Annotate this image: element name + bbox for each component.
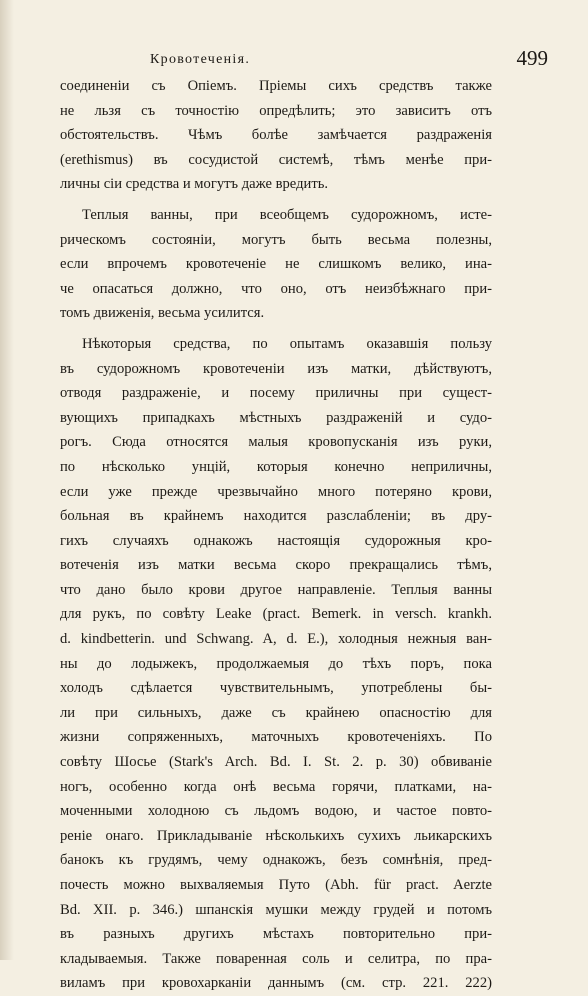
text-line: холодъ сдѣлается чувствительнымъ, употреблены бы- (60, 680, 492, 697)
text-line: въ судорожномъ кровотеченіи изъ матки, дѣйствуютъ, (60, 360, 492, 377)
text-line: обстоятельствъ. Чѣмъ болѣе замѣчается раздраженія (60, 127, 492, 144)
text-line: почесть можно выхваляемыя Путо (Abh. für pract. Aerzte (60, 877, 492, 893)
text-line: вотеченія изъ матки весьма скоро прекращались тѣмъ, (60, 557, 492, 574)
text-line: d. kindbetterin. und Schwang. A, d. E.), холодныя нежныя ван- (60, 631, 492, 648)
text-line: виламъ при кровохарканіи даннымъ (см. стр. 221. 222) (60, 975, 492, 992)
text-line: отводя раздраженіе, и посему приличны при сущест- (60, 385, 492, 402)
text-line: больная въ крайнемъ находится разслабленіи; въ дру- (60, 508, 492, 525)
text-line: кладываемыя. Также поваренная соль и селитра, по пра- (60, 950, 492, 967)
text-line: рогъ. Сюда относятся малыя кровопусканія изъ руки, (60, 434, 492, 451)
page-fold-shadow (0, 0, 14, 960)
text-line: совѣту Шосье (Stark's Arch. Bd. I. St. 2. p. 30) обвиваніе (60, 754, 492, 771)
text-line: (erethismus) въ сосудистой системѣ, тѣмъ менѣе при- (60, 151, 492, 168)
text-line: вующихъ припадкахъ мѣстныхъ раздраженій и судо- (60, 409, 492, 426)
text-line: ны до лодыжекъ, продолжаемыя до тѣхъ поръ, пока (60, 655, 492, 672)
page-header (150, 46, 548, 72)
text-line: не льзя съ точностію опредѣлить; это зависитъ отъ (60, 102, 492, 119)
text-line: что дано было крови другое направленіе. Теплыя ванны (60, 581, 492, 598)
text-line: для рукъ, по совѣту Leake (pract. Bemerk. in versch. krankh. (60, 606, 492, 623)
text-line: рическомъ состояніи, могутъ быть весьма полезны, (60, 231, 492, 248)
text-line: че опасаться должно, что оно, отъ неизбѣжнаго при- (60, 280, 492, 297)
text-line: Нѣкоторыя средства, по опытамъ оказавшія пользу (82, 335, 492, 352)
text-line: ногъ, особенно когда онѣ весьма горячи, платками, на- (60, 778, 492, 795)
text-line: въ разныхъ другихъ мѣстахъ повторительно при- (60, 926, 492, 943)
text-line: гихъ случаяхъ однакожъ настоящія судорожныя кро- (60, 532, 492, 549)
text-line: личны сіи средства и могутъ даже вредить. (60, 176, 329, 193)
page-body (60, 74, 492, 996)
running-head: Кровотеченія. (150, 52, 251, 67)
text-line: если уже прежде чрезвычайно много потеряно крови, (60, 483, 492, 500)
text-line: томъ движенія, весьма усилится. (60, 305, 265, 322)
text-line: ли при сильныхъ, даже съ крайнею опасностію для (60, 704, 492, 721)
paragraph (60, 332, 492, 996)
text-line: Bd. XII. p. 346.) шпанскія мушки между грудей и потомъ (60, 901, 492, 918)
text-line: жизни сопряженныхъ, маточныхъ кровотеченіяхъ. По (60, 729, 492, 746)
text-line: моченными холодною съ льдомъ водою, и частое повто- (60, 803, 492, 820)
page-number: 499 (516, 46, 548, 70)
text-line: по нѣсколько унцій, которыя конечно неприличны, (60, 458, 492, 475)
text-line: реніе онаго. Прикладываніе нѣсколькихъ сухихъ льикарскихъ (60, 827, 492, 844)
text-line: банокъ къ грудямъ, чему однакожъ, безъ сомнѣнія, пред- (60, 852, 492, 869)
text-line: если впрочемъ кровотеченіе не слишкомъ велико, ина- (60, 256, 492, 273)
text-line: Теплыя ванны, при всеобщемъ судорожномъ, исте- (82, 206, 492, 223)
paragraph (60, 74, 492, 197)
text-line: соединеніи съ Опіемъ. Пріемы сихъ средствъ также (60, 78, 492, 94)
paragraph (60, 203, 492, 326)
